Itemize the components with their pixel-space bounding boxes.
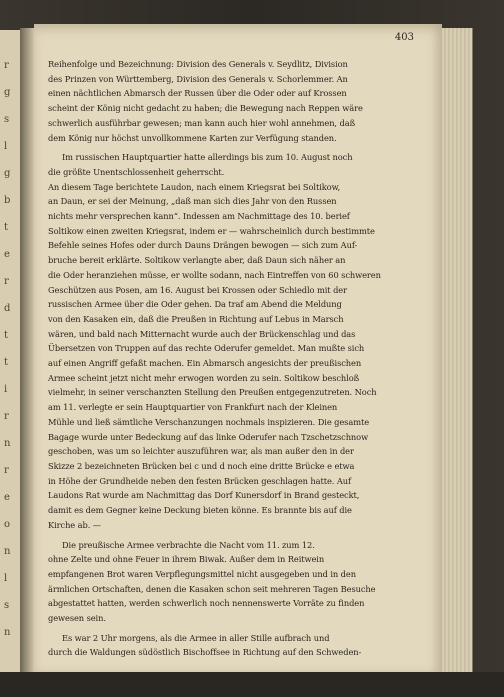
text-line: Skizze 2 bezeichneten Brücken bei c und d noch eine dritte Brücke e etwa <box>48 460 355 471</box>
text-line: Es war 2 Uhr morgens, als die Armee in aller Stille aufbrach und <box>62 632 330 643</box>
page-number: 403 <box>394 32 414 43</box>
scan-bottom-margin <box>0 672 504 697</box>
paragraph <box>48 538 414 626</box>
page-stack-edges <box>442 28 473 672</box>
text-line: Geschützen aus Posen, am 16. August bei Krossen oder Schiedlo mit der <box>48 284 347 295</box>
text-line: Soltikow einen zweiten Kriegsrat, indem er — wahrscheinlich durch bestimmte <box>48 225 375 236</box>
text-line: empfangenen Brot waren Verpflegungsmittel nicht ausgegeben und in den <box>48 568 356 579</box>
facing-page-glyph: l <box>4 141 8 152</box>
facing-page-glyph: r <box>4 465 9 476</box>
paragraph <box>48 631 414 660</box>
text-line: einen nächtlichen Abmarsch der Russen über die Oder oder auf Krossen <box>48 88 347 99</box>
facing-page-glyph: r <box>4 276 9 287</box>
paragraph <box>48 150 414 532</box>
text-line: nichts mehr versprechen kann“. Indessen am Nachmittage des 10. berief <box>48 211 350 222</box>
text-line: Befehle seines Hofes oder durch Dauns Drängen bewogen — sich zum Auf- <box>48 240 358 251</box>
text-line: die Oder heranziehen müsse, er wollte sodann, nach Eintreffen von 60 schweren <box>48 269 381 280</box>
text-line: die größte Unentschlossenheit geherrscht. <box>48 166 225 177</box>
facing-page-glyph: g <box>4 168 11 179</box>
facing-page-glyph: g <box>4 87 11 98</box>
facing-page-glyph: n <box>4 627 11 638</box>
text-line: auf einen Angriff gefaßt machen. Ein Abmarsch angesichts der preußischen <box>48 358 362 369</box>
facing-page-text-fragments <box>4 52 10 646</box>
facing-page-glyph: i <box>4 384 8 395</box>
text-line: damit es dem Gegner keine Deckung bieten könne. Es brannte bis auf die <box>48 505 352 516</box>
text-line: Laudons Rat wurde am Nachmittag das Dorf Kunersdorf in Brand gesteckt, <box>48 490 360 501</box>
text-line: durch die Waldungen südöstlich Bischoffsee in Richtung auf den Schweden- <box>48 647 362 658</box>
facing-page-glyph: l <box>4 573 8 584</box>
facing-page-glyph: t <box>4 357 9 368</box>
facing-page-glyph: d <box>4 303 11 314</box>
text-line: dem König nur höchst unvollkommene Karten zur Verfügung standen. <box>48 132 337 143</box>
text-line: An diesem Tage berichtete Laudon, nach einem Kriegsrat bei Soltikow, <box>48 181 341 192</box>
text-line: geschoben, was um so leichter auszuführen war, als man außer den in der <box>48 446 354 457</box>
text-line: vielmehr, in seiner verschanzten Stellung den Preußen entgegenzutreten. Noch <box>48 387 377 398</box>
facing-page-glyph: t <box>4 222 9 233</box>
facing-page-glyph: r <box>4 411 9 422</box>
page-text <box>48 57 414 665</box>
facing-page-glyph: b <box>4 195 11 206</box>
text-line: bruche bereit erklärte. Soltikow verlangte aber, daß Daun sich näher an <box>48 255 346 266</box>
facing-page-glyph: s <box>4 600 10 611</box>
text-line: Reihenfolge und Bezeichnung: Division des Generals v. Seydlitz, Division <box>48 59 348 69</box>
facing-page-glyph: t <box>4 330 9 341</box>
text-line: am 11. verlegte er sein Hauptquartier von Frankfurt nach der Kleinen <box>48 402 338 413</box>
text-line: Bagage wurde unter Bedeckung auf das linke Oderufer nach Tzschetzschnow <box>48 431 369 442</box>
text-line: Übersetzen von Truppen auf das rechte Oderufer gemeldet. Man mußte sich <box>48 343 365 354</box>
text-line: von den Kasaken ein, daß die Preußen in Richtung auf Lebus in Marsch <box>48 313 344 324</box>
text-line: abgestattet hatten, werden schwerlich noch nennenswerte Vorräte zu finden <box>48 598 365 609</box>
facing-page-edge <box>0 30 21 672</box>
text-line: wären, und bald nach Mitternacht wurde auch der Brückenschlag und das <box>48 328 356 339</box>
text-line: Die preußische Armee verbrachte die Nacht vom 11. zum 12. <box>62 539 315 550</box>
text-line: an Daun, er sei der Meinung, „daß man sich dies Jahr von den Russen <box>48 196 337 207</box>
facing-page-glyph: n <box>4 546 11 557</box>
book-gutter <box>20 28 34 674</box>
text-line: russischen Armee über die Oder gehen. Da traf am Abend die Meldung <box>48 299 342 310</box>
facing-page-glyph: r <box>4 60 9 71</box>
text-line: Armee scheint jetzt nicht mehr erwogen worden zu sein. Soltikow beschloß <box>48 372 360 383</box>
text-line: schwerlich ausführbar gewesen; man kann auch hier wohl annehmen, daß <box>48 117 356 128</box>
text-line: scheint der König nicht gedacht zu haben; die Bewegung nach Reppen wäre <box>48 103 363 114</box>
text-line: Mühle und ließ sämtliche Verschanzungen nochmals inspizieren. Die gesamte <box>48 416 370 427</box>
facing-page-glyph: e <box>4 249 10 260</box>
text-line: des Prinzen von Württemberg, Division des Generals v. Schorlemmer. An <box>48 73 348 84</box>
text-line: ohne Zelte und ohne Feuer in ihrem Biwak. Außer dem in Reitwein <box>48 554 325 565</box>
text-line: in Höhe der Grundheide neben den festen Brücken geschlagen hatte. Auf <box>48 475 351 486</box>
text-line: Kirche ab. — <box>48 519 101 530</box>
text-line: Im russischen Hauptquartier hatte allerdings bis zum 10. August noch <box>62 152 353 163</box>
facing-page-glyph: o <box>4 519 11 530</box>
text-line: gewesen sein. <box>48 613 106 624</box>
book-page <box>34 24 442 674</box>
facing-page-glyph: e <box>4 492 10 503</box>
facing-page-glyph: s <box>4 114 10 125</box>
text-line: ärmlichen Ortschaften, denen die Kasaken schon seit mehreren Tagen Besuche <box>48 583 376 594</box>
facing-page-glyph: n <box>4 438 11 449</box>
paragraph <box>48 57 414 145</box>
